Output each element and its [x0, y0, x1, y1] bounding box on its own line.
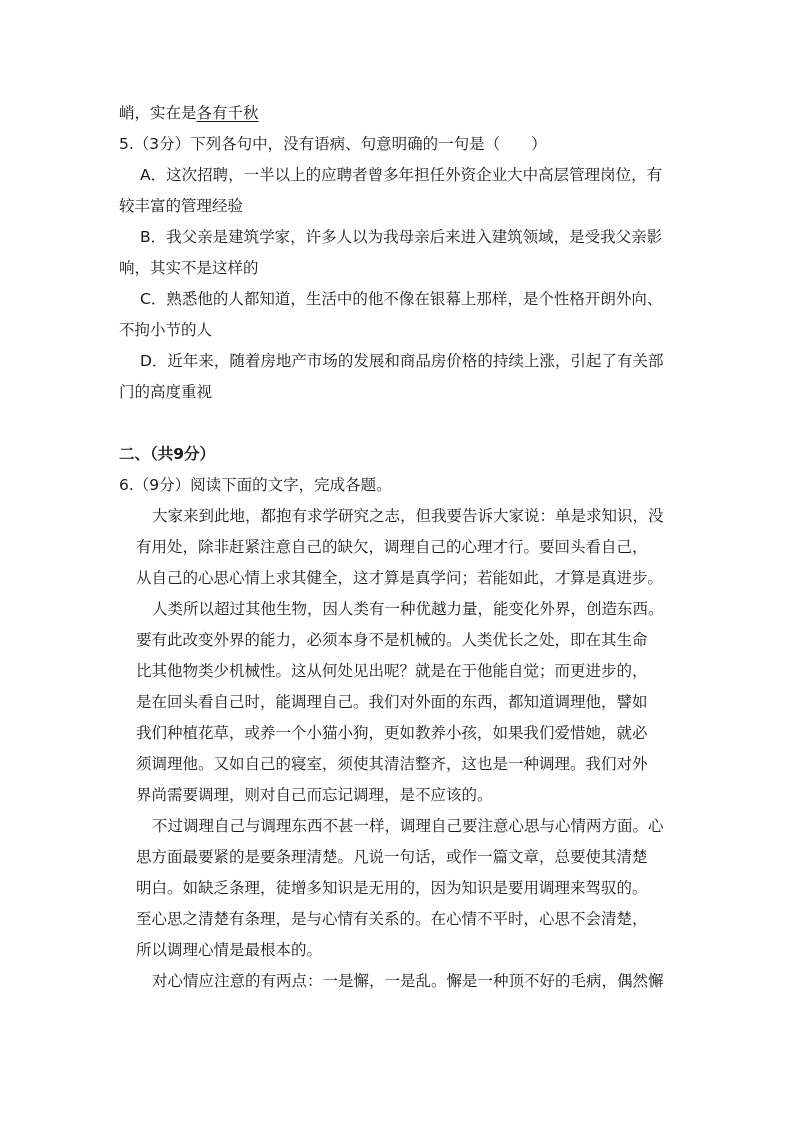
passage-line-5: 要有此改变外界的能力，必须本身不是机械的。人类优长之处，即在其生命	[136, 631, 648, 649]
q5-option-b-line1: B．我父亲是建筑学家，许多人以为我母亲后来进入建筑领域，是受我父亲影	[140, 228, 663, 246]
passage-line-12: 思方面最要紧的是要条理清楚。凡说一句话，或作一篇文章，总要使其清楚	[136, 848, 648, 866]
passage-line-10: 界尚需要调理，则对自己而忘记调理，是不应该的。	[136, 786, 493, 804]
q5-option-b-line2: 响，其实不是这样的	[119, 259, 259, 277]
text-line-top	[119, 103, 259, 123]
passage-line-3: 从自己的心思心情上求其健全，这才算是真学问；若能如此，才算是真进步。	[136, 569, 664, 587]
underlined-phrase: 各有千秋	[196, 104, 259, 122]
question-6-stem: 6.（9分）阅读下面的文字，完成各题。	[119, 476, 392, 494]
passage-line-11: 不过调理自己与调理东西不甚一样，调理自己要注意心思与心情两方面。心	[152, 817, 664, 835]
passage-line-6: 比其他物类少机械性。这从何处见出呢？就是在于他能自觉；而更进步的，	[136, 662, 648, 680]
passage-line-15: 所以调理心情是最根本的。	[136, 941, 323, 959]
passage-line-16: 对心情应注意的有两点：一是懈，一是乱。懈是一种顶不好的毛病，偶然懈	[152, 972, 664, 990]
passage-line-13: 明白。如缺乏条理，徒增多知识是无用的，因为知识是要用调理来驾驭的。	[136, 879, 648, 897]
passage-line-7: 是在回头看自己时，能调理自己。我们对外面的东西，都知道调理他，譬如	[136, 693, 648, 711]
q5-option-d-line1: D．近年来，随着房地产市场的发展和商品房价格的持续上涨，引起了有关部	[140, 352, 664, 370]
question-5-stem: 5.（3分）下列各句中，没有语病、句意明确的一句是（ ）	[119, 135, 547, 153]
q5-option-c-line1: C．熟悉他的人都知道，生活中的他不像在银幕上那样，是个性格开朗外向、	[140, 290, 663, 308]
passage-line-14: 至心思之清楚有条理，是与心情有关系的。在心情不平时，心思不会清楚，	[136, 910, 648, 928]
passage-line-4: 人类所以超过其他生物，因人类有一种优越力量，能变化外界，创造东西。	[152, 600, 664, 618]
passage-line-8: 我们种植花草，或养一个小猫小狗，更如教养小孩，如果我们爱惜她，就必	[136, 724, 648, 742]
passage-line-2: 有用处，除非赶紧注意自己的缺欠，调理自己的心理才行。要回头看自己，	[136, 538, 648, 556]
q5-option-d-line2: 门的高度重视	[119, 383, 213, 401]
text-prefix: 峭，实在是	[119, 104, 197, 122]
passage-line-1: 大家来到此地，都抱有求学研究之志，但我要告诉大家说：单是求知识，没	[152, 507, 664, 525]
section-2-heading: 二、（共9分）	[119, 445, 216, 463]
q5-option-a-line1: A．这次招聘，一半以上的应聘者曾多年担任外资企业大中高层管理岗位，有	[140, 166, 663, 184]
q5-option-c-line2: 不拘小节的人	[119, 321, 213, 339]
q5-option-a-line2: 较丰富的管理经验	[119, 197, 244, 215]
passage-line-9: 须调理他。又如自己的寝室，须使其清洁整齐，这也是一种调理。我们对外	[136, 755, 648, 773]
